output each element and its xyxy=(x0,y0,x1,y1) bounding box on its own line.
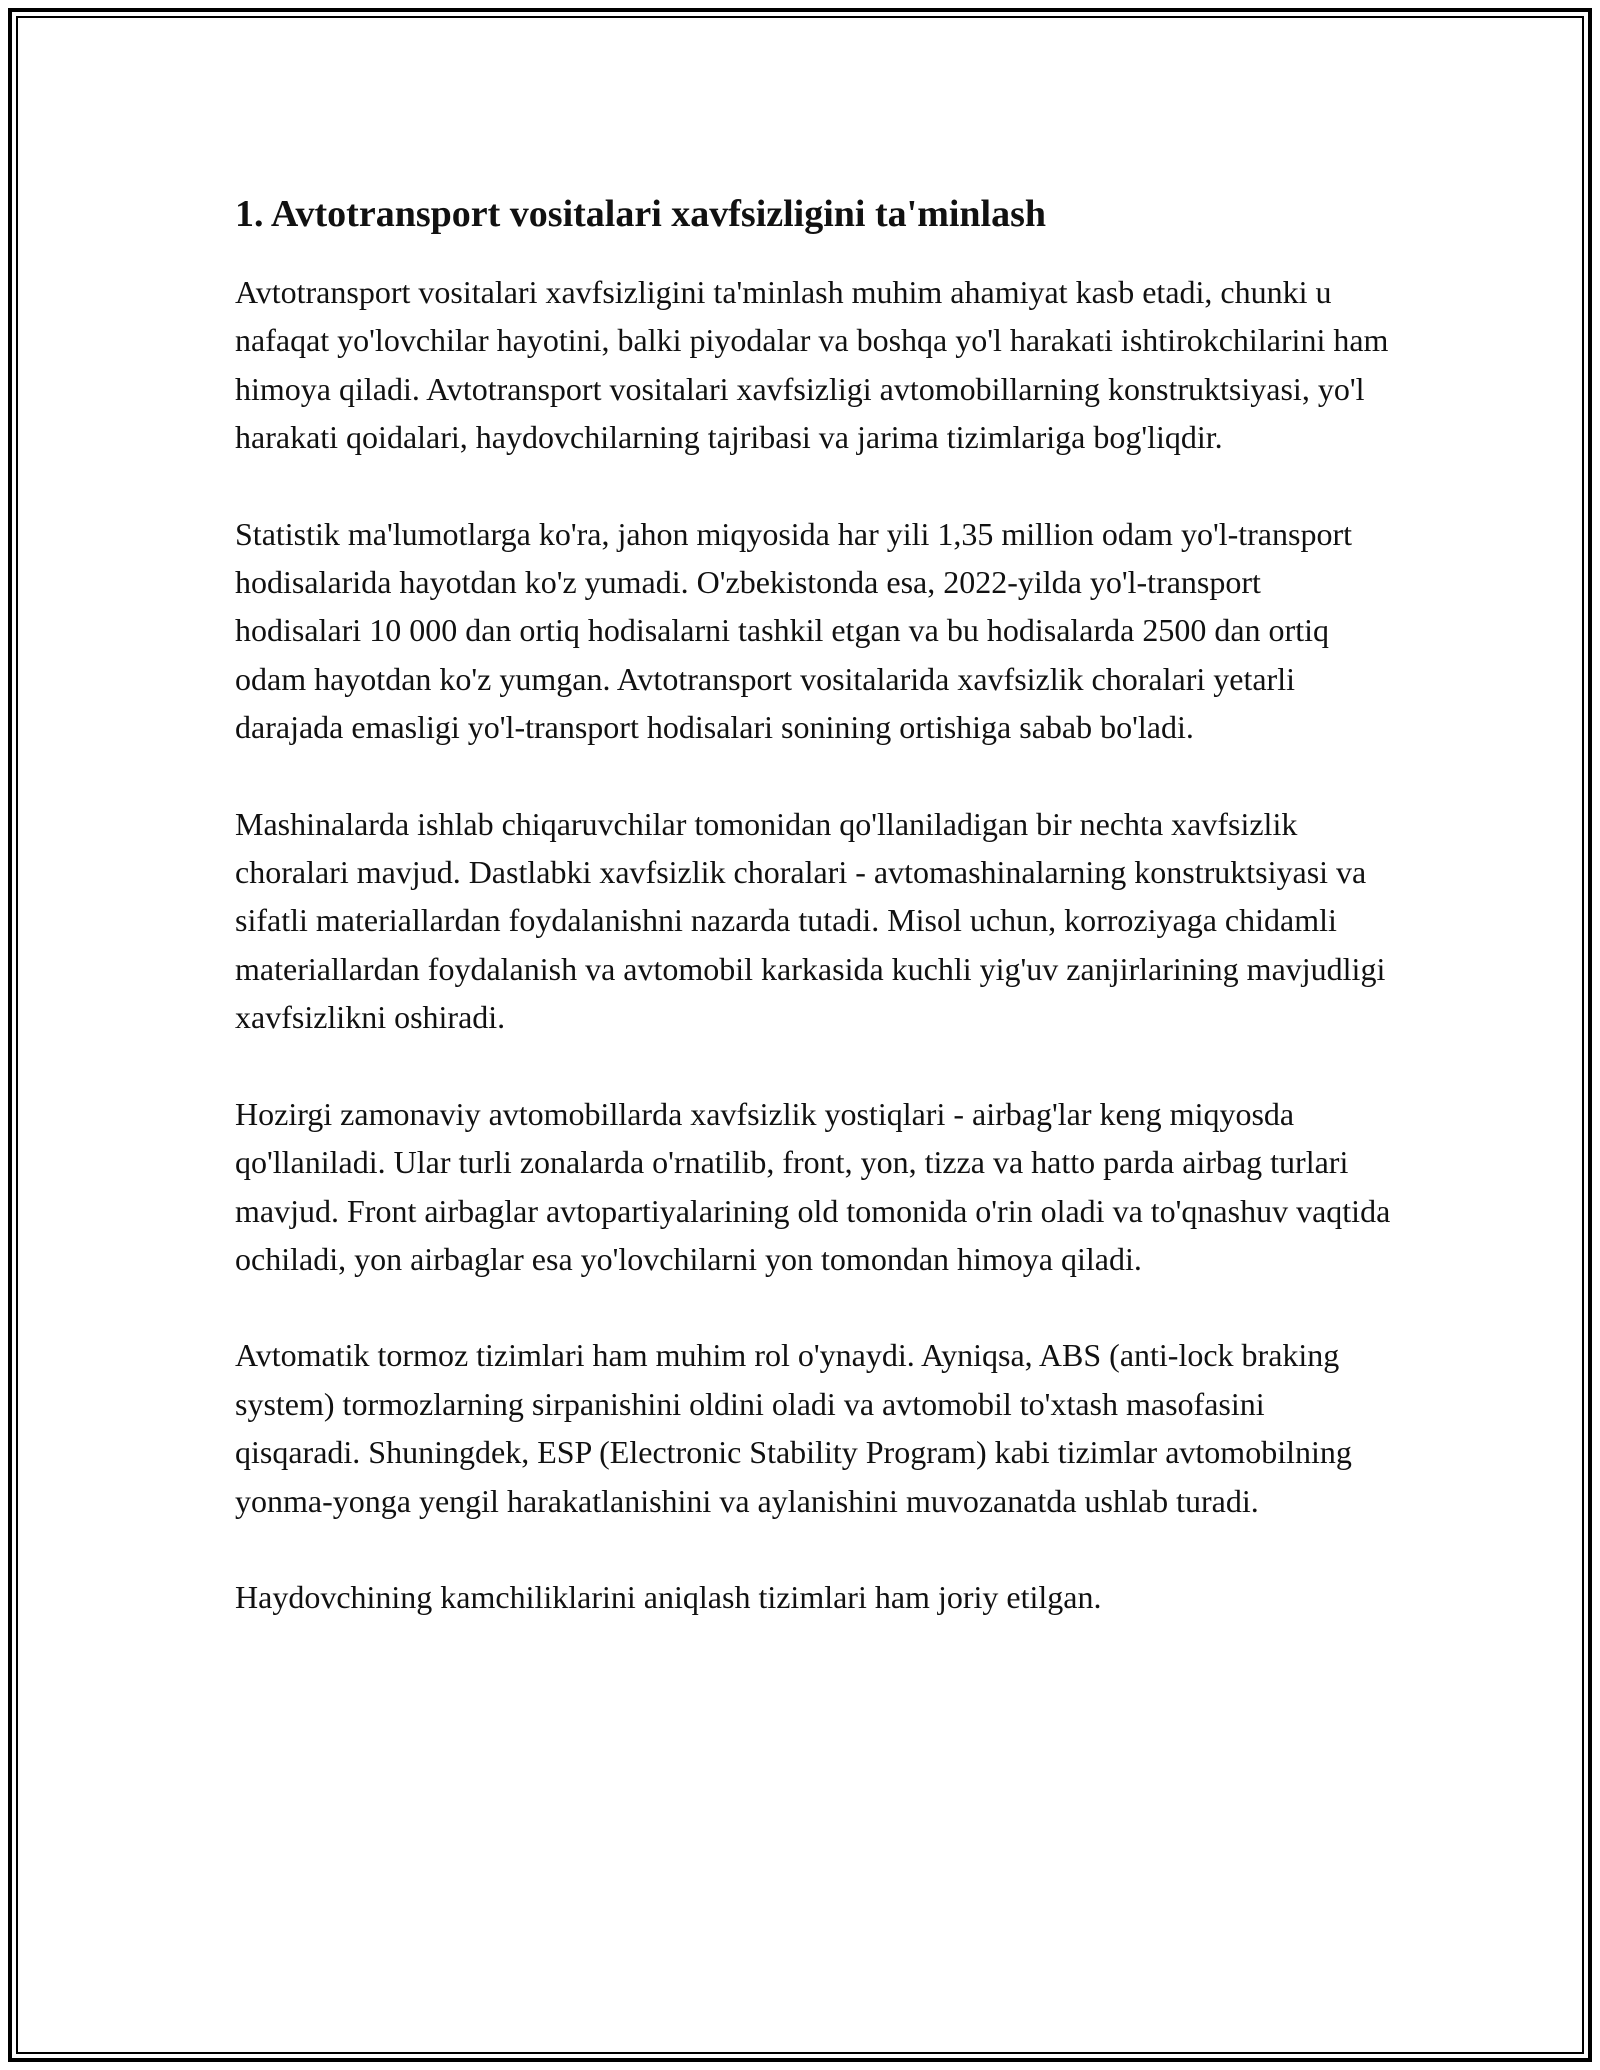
paragraph-1: Avtotransport vositalari xavfsizligini ta'minlash muhim ahamiyat kasb etadi, chunki u nafaqat yo'lovchilar hayotini, balki piyodalar va boshqa yo'l harakati ishtirokchilarini ham himoya qiladi. Avtotransport vositalari xavfsizligi avtomobillarning konstruktsiyasi, yo'l harakati qoidalari, haydovchilarning tajribasi va jarima tizimlariga bog'liqdir. xyxy=(235,274,1389,456)
paragraph-6: Haydovchining kamchiliklarini aniqlash tizimlari ham joriy etilgan. xyxy=(235,1578,1102,1615)
paragraph-5: Avtomatik tormoz tizimlari ham muhim rol o'ynaydi. Ayniqsa, ABS (anti-lock braking system) tormozlarning sirpanishini oldini oladi va avtomobil to'xtash masofasini qisqaradi. Shuningdek, ESP (Electronic Stability Program) kabi tizimlar avtomobilning yonma-yonga yengil harakatlanishini va aylanishini muvozanatda ushlab turadi. xyxy=(235,1337,1352,1519)
paragraph-4: Hozirgi zamonaviy avtomobillarda xavfsizlik yostiqlari - airbag'lar keng miqyosda qo'llaniladi. Ular turli zonalarda o'rnatilib, front, yon, tizza va hatto parda airbag turlari mavjud. Front airbaglar avtopartiyalarining old tomonida o'rin oladi va to'qnashuv vaqtida ochiladi, yon airbaglar esa yo'lovchilarni yon tomondan himoya qiladi. xyxy=(235,1095,1391,1277)
document-body xyxy=(235,188,1395,1669)
section-title: 1. Avtotransport vositalari xavfsizligini ta'minlash xyxy=(235,193,1047,235)
paragraph-2: Statistik ma'lumotlarga ko'ra, jahon miqyosida har yili 1,35 million odam yo'l-transport hodisalarida hayotdan ko'z yumadi. O'zbekistonda esa, 2022-yilda yo'l-transport hodisalari 10 000 dan ortiq hodisalarni tashkil etgan va bu hodisalarda 2500 dan ortiq odam hayotdan ko'z yumgan. Avtotransport vositalarida xavfsizlik choralari yetarli darajada emasligi yo'l-transport hodisalari sonining ortishiga sabab bo'ladi. xyxy=(235,515,1352,746)
paragraph-3: Mashinalarda ishlab chiqaruvchilar tomonidan qo'llaniladigan bir nechta xavfsizlik choralari mavjud. Dastlabki xavfsizlik choralari - avtomashinalarning konstruktsiyasi va sifatli materiallardan foydalanishni nazarda tutadi. Misol uchun, korroziyaga chidamli materiallardan foydalanish va avtomobil karkasida kuchli yig'uv zanjirlarining mavjudligi xavfsizlikni oshiradi. xyxy=(235,805,1386,1036)
